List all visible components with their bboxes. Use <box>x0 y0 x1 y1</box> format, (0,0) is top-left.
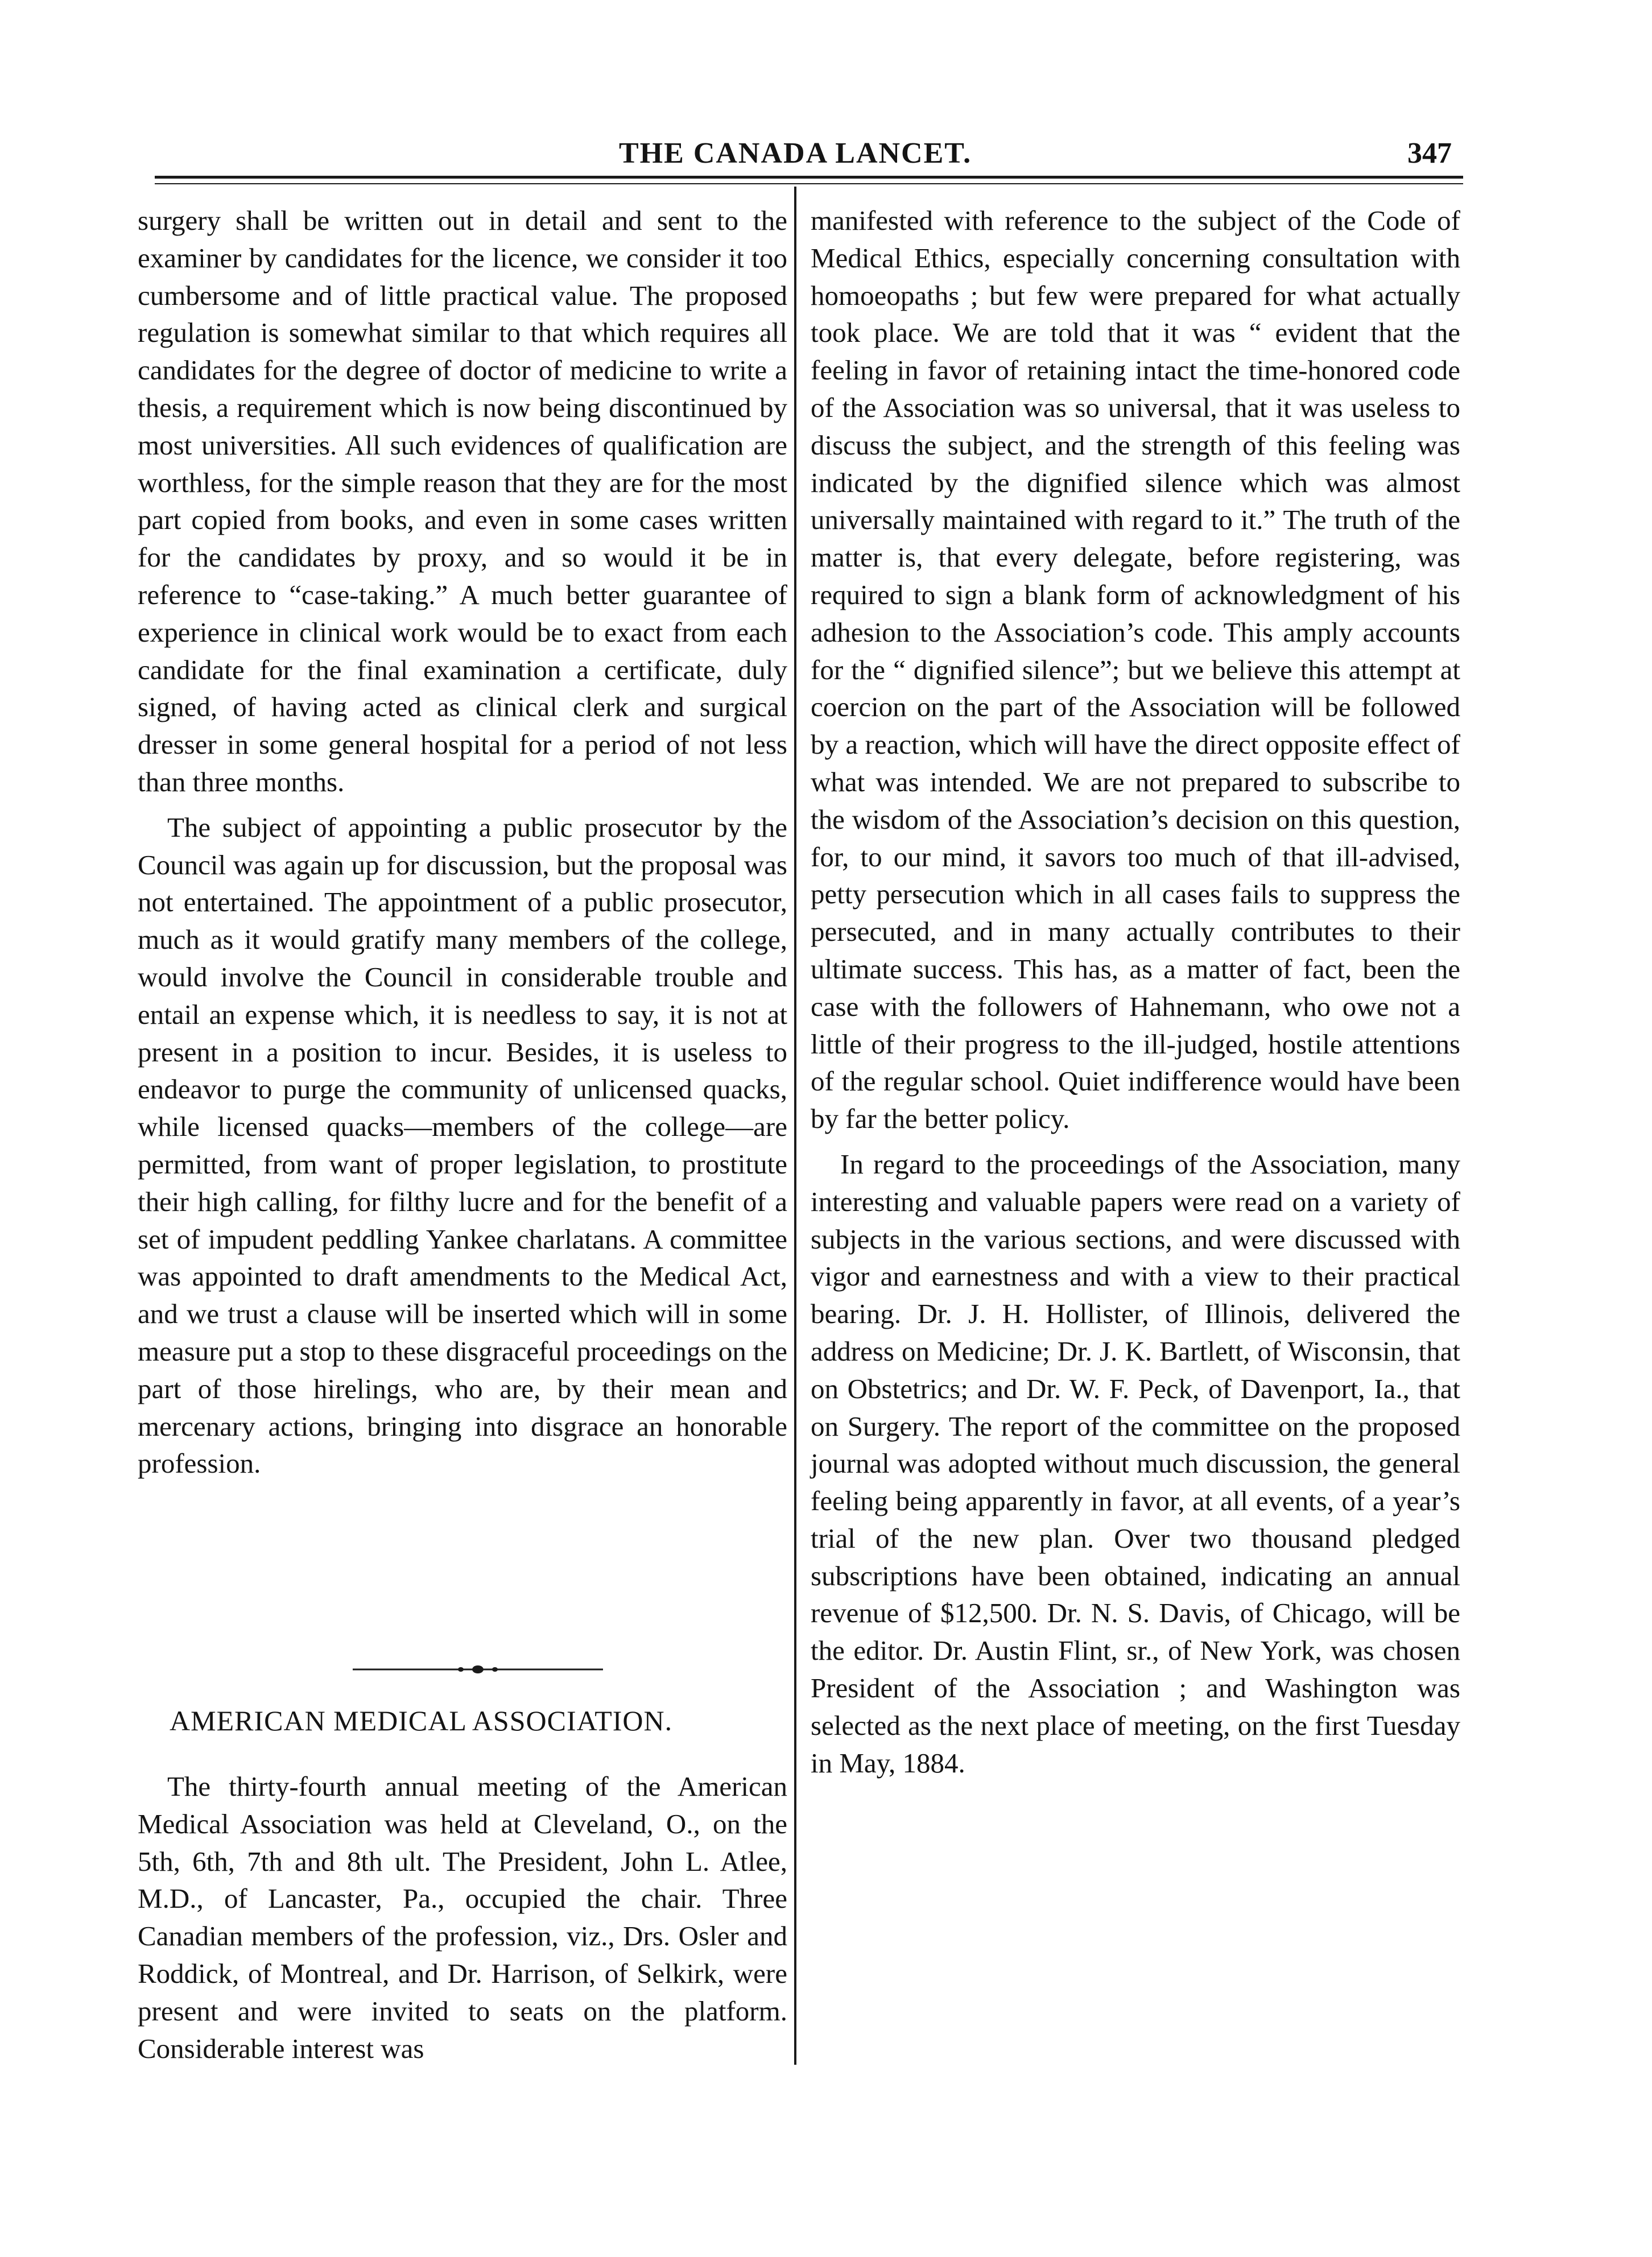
journal-title: THE CANADA LANCET. <box>619 137 972 170</box>
header-rule <box>155 176 1463 179</box>
right-column <box>811 202 1460 1781</box>
left-paragraph-1: surgery shall be written out in detail and sent to the examiner by candidates for the licence, we consider it too cumbersome and of little practical value. The proposed regulation is somewhat similar to that which requires all candidates for the degree of doctor of medicine to write a thesis, a requirement which is now being discontinued by most universities. All such evidences of qualification are worthless, for the simple reason that they are for the most part copied from books, and even in some cases written for the candidates by proxy, and so would it be in reference to “case-taking.” A much better guarantee of experience in clinical work would be to exact from each candidate for the final examination a certificate, duly signed, of having acted as clinical clerk and surgical dresser in some general hospital for a period of not less than three months. <box>138 205 787 797</box>
section-heading: AMERICAN MEDICAL ASSOCIATION. <box>170 1705 673 1737</box>
left-column-bottom <box>138 1768 787 2067</box>
left-paragraph-2: The subject of appointing a public prosecutor by the Council was again up for discussion, but the proposal was not entertained. The appointment of a public prosecutor, much as it would gratify many members of the college, would involve the Council in considerable trouble and entail an expense which, it is needless to say, it is not at present in a position to incur. Besides, it is useless to endeavor to purge the community of unlicensed quacks, while licensed quacks—members of the college—are permitted, from want of proper legislation, to prostitute their high calling, for filthy lucre and for the benefit of a set of impudent peddling Yankee charlatans. A committee was appointed to draft amendments to the Medical Act, and we trust a clause will be inserted which will in some measure put a stop to these disgraceful proceedings on the part of those hirelings, who are, by their mean and mercenary actions, bringing into disgrace an honorable profession. <box>138 811 787 1479</box>
column-divider <box>794 187 796 2065</box>
right-paragraph-1: manifested with reference to the subject of the Code of Medical Ethics, especially concerning consultation with homoeopaths ; but few were prepared for what actually took place. We are told that it was “ evident that the feeling in favor of retaining intact the time-honored code of the Association was so universal, that it was useless to discuss the subject, and the strength of this feeling was indicated by the dignified silence which was almost universally maintained with regard to it.” The truth of the matter is, that every delegate, before registering, was required to sign a blank form of acknowledgment of his adhesion to the Association’s code. This amply accounts for the “ dignified silence”; but we believe this attempt at coercion on the part of the Association will be followed by a reaction, which will have the direct opposite effect of what was intended. We are not prepared to subscribe to the wisdom of the Association’s decision on this question, for, to our mind, it savors too much of that ill-advised, petty persecution which in all cases fails to suppress the persecuted, and in many actually contributes to their ultimate success. This has, as a matter of fact, been the case with the followers of Hahnemann, who owe not a little of their progress to the ill-judged, hostile attentions of the regular school. Quiet indifference would have been by far the better policy. <box>811 205 1460 1135</box>
header-rule-thin <box>155 183 1463 184</box>
section-ornament <box>353 1661 603 1678</box>
page-number: 347 <box>1407 137 1452 170</box>
left-column <box>138 202 787 1482</box>
right-paragraph-2: In regard to the proceedings of the Association, many interesting and valuable papers were read on a variety of subjects in the various sections, and were discussed with vigor and earnestness and with a view to their practical bearing. Dr. J. H. Hollister, of Illinois, delivered the address on Medicine; Dr. J. K. Bartlett, of Wisconsin, that on Obstetrics; and Dr. W. F. Peck, of Davenport, Ia., that on Surgery. The report of the committee on the proposed journal was adopted without much discussion, the general feeling being apparently in favor, at all events, of a year’s trial of the new plan. Over two thousand pledged subscriptions have been obtained, indicating an annual revenue of $12,500. Dr. N. S. Davis, of Chicago, will be the editor. Dr. Austin Flint, sr., of New York, was chosen President of the Association ; and Washington was selected as the next place of meeting, on the first Tuesday in May, 1884. <box>811 1148 1460 1779</box>
left-paragraph-3: The thirty-fourth annual meeting of the American Medical Association was held at Cleveland, O., on the 5th, 6th, 7th and 8th ult. The President, John L. Atlee, M.D., of Lancaster, Pa., occupied the chair. Three Canadian members of the profession, viz., Drs. Osler and Roddick, of Montreal, and Dr. Harrison, of Selkirk, were present and were invited to seats on the platform. Considerable interest was <box>138 1771 787 2064</box>
